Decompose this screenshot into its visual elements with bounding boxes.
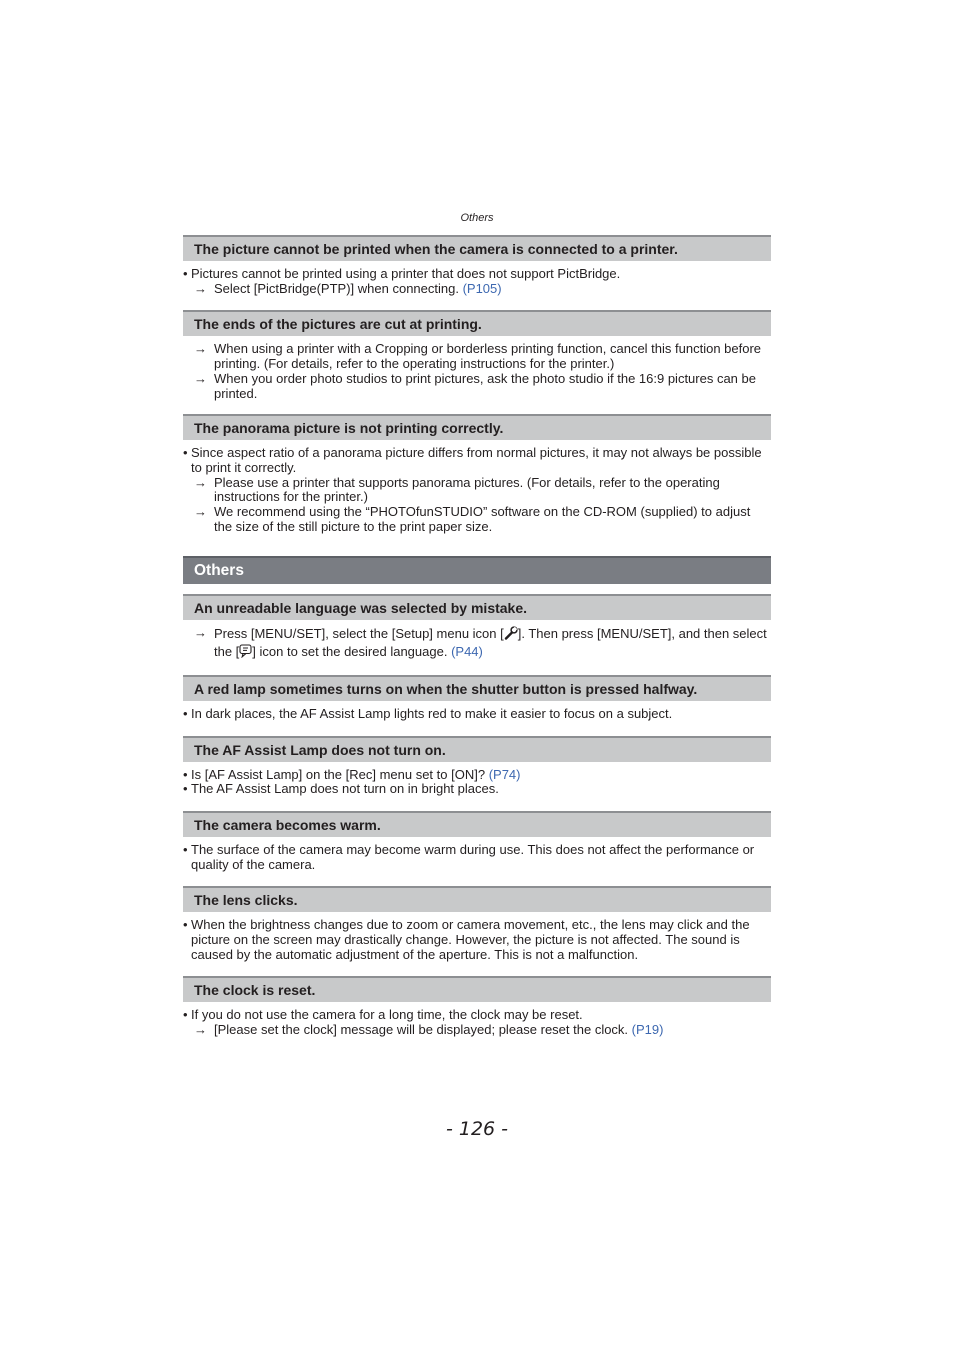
arrow-text-continued: ]. Then press [MENU/SET], and then select the [ <box>214 626 767 660</box>
bullet-marker: • <box>183 705 188 721</box>
language-icon <box>239 644 252 662</box>
bullet-line <box>183 918 771 962</box>
arrow-line <box>183 476 771 505</box>
question-block <box>183 675 771 722</box>
arrow-marker: → <box>194 625 207 641</box>
section-title-others: Others <box>183 556 771 584</box>
bullet-marker: • <box>183 766 188 782</box>
page-link-p105[interactable]: (P105) <box>462 280 502 296</box>
arrow-marker: → <box>194 370 207 386</box>
answer-body <box>183 336 771 401</box>
bullet-line <box>183 768 771 783</box>
answer-body <box>183 912 771 962</box>
question-block <box>183 811 771 872</box>
answer-body <box>183 440 771 534</box>
question-heading: The camera becomes warm. <box>183 811 771 837</box>
question-heading: A red lamp sometimes turns on when the shutter button is pressed halfway. <box>183 675 771 701</box>
question-block <box>183 235 771 296</box>
bullet-text: Pictures cannot be printed using a printer that does not support PictBridge. <box>191 266 621 281</box>
arrow-text: When you order photo studios to print pictures, ask the photo studio if the 16:9 pictures can be printed. <box>214 370 756 401</box>
question-block <box>183 414 771 534</box>
arrow-text: We recommend using the “PHOTOfunSTUDIO” software on the CD-ROM (supplied) to adjust the size of the still picture to the print paper size. <box>214 504 751 534</box>
bullet-marker: • <box>183 1007 188 1023</box>
arrow-text: Please use a printer that supports panorama pictures. (For details, refer to the operating instructions for the printer.) <box>214 474 720 505</box>
answer-body <box>183 762 771 797</box>
bullet-text: The AF Assist Lamp does not turn on in bright places. <box>191 781 499 797</box>
bullet-marker: • <box>183 781 188 797</box>
bullet-text: Since aspect ratio of a panorama picture differs from normal pictures, it may not always be possible to print it correctly. <box>191 445 762 475</box>
arrow-marker: → <box>194 1022 207 1038</box>
arrow-line <box>183 372 771 401</box>
arrow-text: [Please set the clock] message will be displayed; please reset the clock. <box>214 1022 629 1038</box>
arrow-text: Select [PictBridge(PTP)] when connecting. <box>214 280 459 296</box>
arrow-line <box>183 626 771 661</box>
question-heading: The AF Assist Lamp does not turn on. <box>183 736 771 762</box>
question-heading: The clock is reset. <box>183 976 771 1002</box>
arrow-marker: → <box>194 474 207 490</box>
arrow-text-end: ] icon to set the desired language. <box>252 644 448 660</box>
arrow-line <box>183 342 771 371</box>
bullet-marker: • <box>183 445 188 461</box>
bullet-line <box>183 446 771 475</box>
arrow-marker: → <box>194 341 207 357</box>
arrow-text: When using a printer with a Cropping or borderless printing function, cancel this function before printing. (For details, refer to the operating instructions for the printer.) <box>214 341 762 372</box>
bullet-marker: • <box>183 917 188 933</box>
answer-body <box>183 701 771 722</box>
answer-body <box>183 261 771 296</box>
arrow-line <box>183 505 771 534</box>
question-block <box>183 310 771 401</box>
question-heading: The panorama picture is not printing correctly. <box>183 414 771 440</box>
bullet-marker: • <box>183 266 188 281</box>
bullet-text: The surface of the camera may become warm during use. This does not affect the performance or quality of the camera. <box>191 841 755 872</box>
answer-body <box>183 837 771 872</box>
answer-body <box>183 1002 771 1037</box>
bullet-text: In dark places, the AF Assist Lamp lights red to make it easier to focus on a subject. <box>191 705 673 721</box>
question-heading: An unreadable language was selected by mistake. <box>183 594 771 620</box>
question-block <box>183 886 771 962</box>
bullet-marker: • <box>183 841 188 857</box>
wrench-icon <box>504 626 518 644</box>
bullet-line <box>183 267 771 282</box>
bullet-line <box>183 843 771 872</box>
bullet-line <box>183 707 771 722</box>
question-heading: The lens clicks. <box>183 886 771 912</box>
question-block <box>183 594 771 661</box>
bullet-text: If you do not use the camera for a long time, the clock may be reset. <box>191 1007 583 1023</box>
page-link-p19[interactable]: (P19) <box>631 1022 664 1038</box>
arrow-text: Press [MENU/SET], select the [Setup] menu icon [ <box>214 626 504 642</box>
page-link-p44[interactable]: (P44) <box>451 644 483 660</box>
bullet-line <box>183 782 771 797</box>
question-block <box>183 976 771 1037</box>
answer-body <box>183 620 771 661</box>
page-number: - 126 - <box>445 1118 509 1140</box>
question-heading: The picture cannot be printed when the camera is connected to a printer. <box>183 235 771 261</box>
question-heading: The ends of the pictures are cut at printing. <box>183 310 771 336</box>
arrow-marker: → <box>194 504 207 520</box>
bullet-line <box>183 1008 771 1023</box>
arrow-line <box>183 282 771 297</box>
page-link-p74[interactable]: (P74) <box>488 766 521 782</box>
page-content <box>183 235 771 1038</box>
arrow-line <box>183 1023 771 1038</box>
bullet-text: Is [AF Assist Lamp] on the [Rec] menu set to [ON]? <box>191 766 486 782</box>
bullet-text: When the brightness changes due to zoom or camera movement, etc., the lens may click and the picture on the screen may drastically change. However, the picture is not affected. The sound is caused by the automatic adjustment of the aperture. This is not a malfunction. <box>191 917 750 962</box>
running-head: Others <box>460 212 494 224</box>
question-block <box>183 736 771 797</box>
arrow-marker: → <box>194 280 207 296</box>
